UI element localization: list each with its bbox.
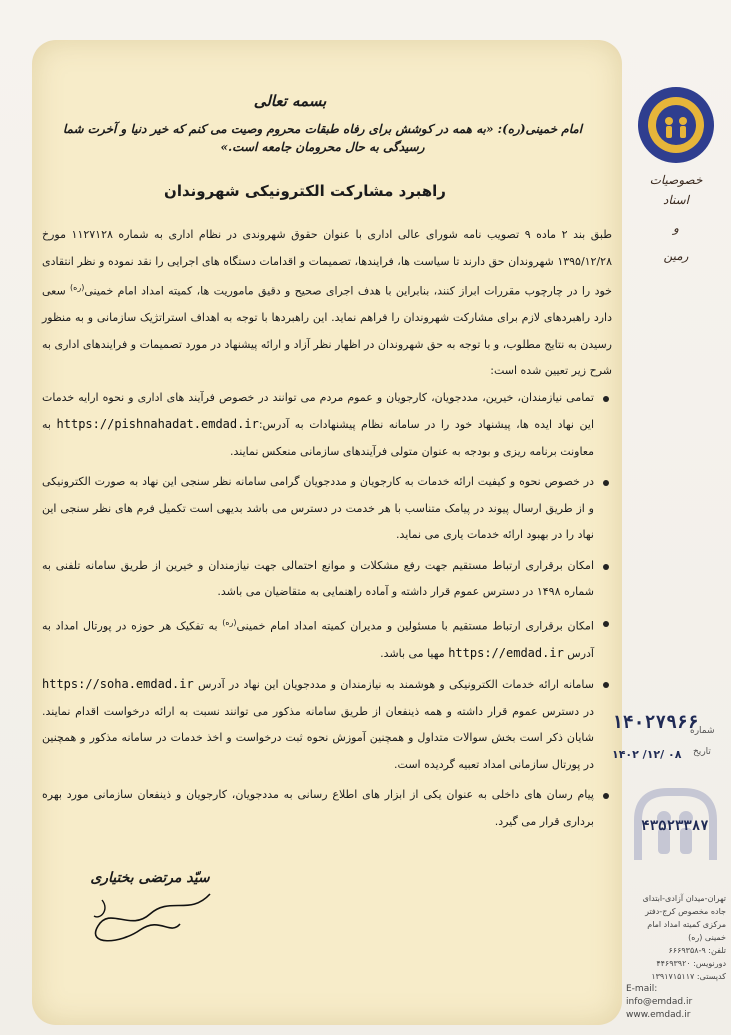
registration-number: ۱۴۰۲۷۹۶۶ [612,712,699,733]
date-label: تاریخ [693,747,711,757]
list-item: تمامی نیازمندان، خیرین، مددجویان، کارجویان و عموم مردم می توانند در خصوص فرآیند های اداری و نحوه ارایه خدمات این نهاد ایده ها، پیشنهاد خود را در سامانه نظام پیشنهادات به آدرس:https://pishnahadat.emdad.ir به معاونت برنامه ریزی و بودجه به عنوان متولی فرآیندهای سازمانی منعکس نمایند. [42,385,612,466]
contact-info [626,892,726,1022]
emdad-portal-link[interactable]: https://emdad.ir [448,645,564,660]
website-link[interactable]: www.emdad.ir [626,1010,691,1020]
registration-label: شماره [690,726,715,736]
list-item: سامانه ارائه خدمات الکترونیکی و هوشمند به نیازمندان و مددجویان این نهاد در آدرس https://soha.emdad.ir در دسترس عموم قرار داشته و همه ذینفعان از طریق سامانه مذکور می توانند نسبت به ارائه درخواست اقدام نمایند. شایان ذکر است بخش سوالات متداول و همچنین آموزش نحوه ثبت درخواست و اخذ خدمات در سامانه مذکور و همچنین در پورتال سازمانی امداد تعبیه گردیده است. [42,671,612,778]
letter-text [42,222,612,839]
phone: تلفن: ۹-۶۶۶۹۳۵۸ [668,946,726,955]
intro-paragraph: طبق بند ۲ ماده ۹ تصویب نامه شورای عالی اداری با عنوان حقوق شهروندی در نظام اداری به شماره ۱۱۲۷۱۲۸ مورخ ۱۳۹۵/۱۲/۲۸ شهروندان حق دارند تا سیاست ها، فرایندها، تصمیمات و اقدامات دستگاه های اجرایی را نقد نموده و نظر انتقادی خود را در چارچوب مقررات ابراز کنند، بنابراین با هدف اجرای صحیح و دقیق ماموریت ها، کمیته امداد امام خمینی$^{(ره)}$ سعی دارد راهبردهای لازم برای مشارکت شهروندان را فراهم نماید. این راهبردها با توجه به اهداف استراتژیک سازمانی و به منظور رسیدن به نتایج مطلوب، و با توجه به حق شهروندان در اظهار نظر آزاد و ارائه پیشنهاد در مورد تصمیمات و فرایندهای اداری به شرح زیر تعیین شده است: [42,228,613,378]
basmala-heading: بسمه تعالی [253,92,327,110]
stamp-number: ۴۳۵۲۳۳۸۷ [641,818,709,834]
email-link[interactable]: E-mail: info@emdad.ir [626,984,693,1007]
postal-code: کدپستی: ۱۳۹۱۷۱۵۱۱۷ [651,972,726,981]
registration-date: ۱۴۰۲ /۱۲/ ۰۸ [612,748,682,761]
fax: دورنویس: ۴۴۶۹۳۹۲۰ [656,959,726,968]
classification-note: خصوصیات اسناد و رمین [649,173,703,263]
emdad-logo-icon [636,85,716,165]
list-item: امکان برقراری ارتباط مستقیم با مسئولین و مدیران کمیته امداد امام خمینی$^{(ره)}$ به تفکیک هر حوزه در پورتال امداد به آدرس https://emdad.ir مهیا می باشد. [42,610,612,668]
strategy-list [42,385,612,836]
letter-title: راهبرد مشارکت الکترونیکی شهروندان [164,182,446,200]
list-item: امکان برقراری ارتباط مستقیم جهت رفع مشکلات و موانع احتمالی جهت نیازمندان و خیرین از طریق سامانه تلفنی به شماره ۱۴۹۸ در دسترس عموم قرار داشته و آماده راهنمایی به متقاضیان می باشد. [42,553,612,606]
list-item: در خصوص نحوه و کیفیت ارائه خدمات به کارجویان و مددجویان گرامی سامانه نظر سنجی این نهاد به صورت الکترونیکی و از طریق ارسال پیوند در پیامک متناسب با هر خدمت در دسترس می باشد بدیهی است تکمیل فرم های نظر سنجی این نهاد را در بهبود ارائه خدمات یاری می نماید. [42,469,612,549]
signature-block [70,870,230,946]
imam-quote: امام خمینی(ره): «به همه در کوشش برای رفاه طبقات محروم وصیت می کنم که خیر دنیا و آخرت شما رسیدگی به حال محرومان جامعه است.» [62,122,583,154]
signature-scrawl-icon [80,886,220,946]
soha-link[interactable]: https://soha.emdad.ir [42,677,194,692]
address: تهران-میدان آزادی-ابتدای جاده مخصوص کرج-دفتر مرکزی کمیته امداد امام خمینی (ره) [642,894,726,942]
list-item: پیام رسان های داخلی به عنوان یکی از ابزار های اطلاع رسانی به مددجویان، کارجویان و ذینفعان سازمانی مورد بهره برداری قرار می گیرد. [42,782,612,835]
pishnahadat-link[interactable]: https://pishnahadat.emdad.ir [56,417,259,432]
signature-name: سیّد مرتضی بختیاری [90,870,210,886]
